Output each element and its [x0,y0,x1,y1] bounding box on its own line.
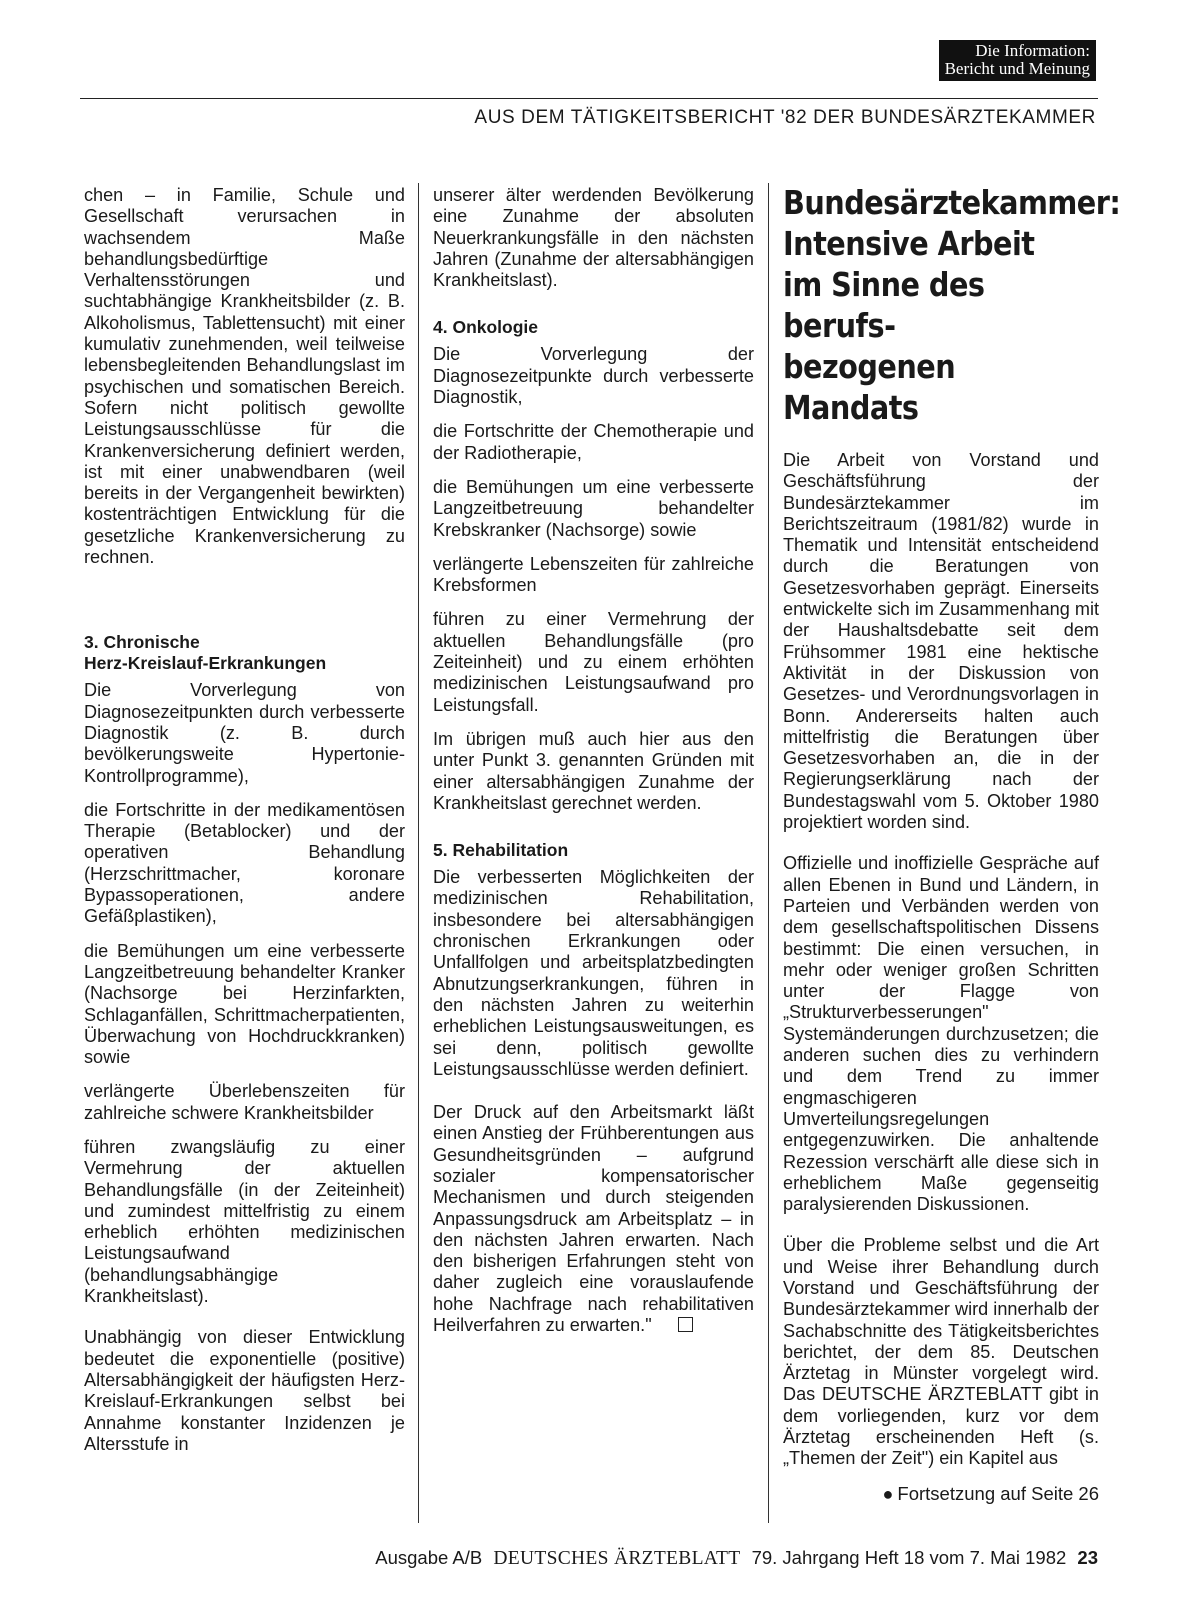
footer-issue: 79. Jahrgang Heft 18 vom 7. Mai 1982 [751,1547,1067,1568]
badge-line-1: Die Information: [975,41,1090,60]
column-2 [433,185,754,1349]
paragraph: führen zu einer Vermehrung der aktuellen Behandlungsfälle (pro Zeiteinheit) und zu einem erhöhten medizinischen Leistungsaufwand pro Leistungsfall. [433,609,754,715]
column-divider-1 [418,183,419,1523]
paragraph: chen – in Familie, Schule und Gesellschaft verursachen in wachsendem Maße behandlungsbedürftige Verhaltensstörungen und suchtabhängige Krankheitsbilder (z. B. Alkoholismus, Tablettensucht) mit einer kumulativ zunehmenden, weil teilweise lebensbegleitenden Behandlungslast im psychischen und somatischen Bereich. Sofern nicht politisch gewollte Leistungsausschlüsse für die Krankenversicherung definiert werden, ist mit einer unabwendbaren (weil bereits in der Vergangenheit bewirkten) kostenträchtigen Entwicklung für die gesetzliche Krankenversicherung zu rechnen. [84,185,405,568]
footer-magazine: DEUTSCHES ÄRZTEBLATT [493,1548,741,1569]
footer-edition: Ausgabe A/B [375,1547,483,1568]
subheading-oncology: 4. Onkologie [433,317,539,338]
paragraph: Im übrigen muß auch hier aus den unter Punkt 3. genannten Gründen mit einer altersabhängigen Zunahme der Krankheitslast gerechnet werden. [433,728,754,813]
paragraph: Die verbesserten Möglichkeiten der medizinischen Rehabilitation, insbesondere bei altersabhängigen chronischen Erkrankungen oder Unfallfolgen und arbeitsplatzbedingten Abnutzungserkrankungen, führen in den nächsten Jahren zu weiterhin erheblichen Leistungsausweitungen, es sei denn, politisch gewollte Leistungsausschlüsse werden definiert. [433,867,754,1079]
article-title: Bundesärztekammer: Intensive Arbeit im Sinne des berufs- bezogenen Mandats [783,183,1121,427]
header-rule [80,98,1098,99]
section-badge [939,40,1096,81]
subheading-rehabilitation: 5. Rehabilitation [433,840,569,861]
page-number: 23 [1077,1547,1098,1568]
paragraph: verlängerte Überlebenszeiten für zahlreiche schwere Krankheitsbilder [84,1081,405,1123]
paragraph: Die Arbeit von Vorstand und Geschäftsführung der Bundesärztekammer im Berichtszeitraum (1981/82) wurde in Thematik und Intensität entscheidend durch die Beratungen von Gesetzesvorhaben geprägt. Einerseits entwickelte sich im Zusammenhang mit der Haushaltsdebatte seit dem Frühsommer 1981 eine hektische Aktivität in der Diskussion von Gesetzes- und Verordnungsvorlagen in Bonn. Andererseits halten auch mittelfristig die Beratungen über Gesetzesvorhaben an, die in der Regierungserklärung nach der Bundestagswahl vom 5. Oktober 1980 projektiert worden sind. [783,450,1099,833]
section-heading: AUS DEM TÄTIGKEITSBERICHT '82 DER BUNDESÄRZTEKAMMER [474,107,1096,128]
column-divider-2 [768,183,769,1523]
subheading-chronic-cardiovascular: 3. Chronische Herz-Kreislauf-Erkrankungen [84,632,327,674]
paragraph: die Fortschritte der Chemotherapie und der Radiotherapie, [433,421,754,463]
page-footer [0,1547,1098,1570]
paragraph: Offizielle und inoffizielle Gespräche auf allen Ebenen in Bund und Ländern, in Parteien und Verbänden werden von dem gesellschaftspolitischen Dissens bestimmt: Die einen versuchen, in mehr oder weniger großen Schritten unter der Flagge von „Strukturverbesserungen" Systemänderungen durchzusetzen; die anderen suchen dies zu verhindern und dem Trend zu immer engmaschigeren Umverteilungsregelungen entgegenzuwirken. Die anhaltende Rezession verschärft alle diese sich in erheblichem Maße gegenseitig paralysierenden Diskussionen. [783,853,1099,1215]
paragraph: Der Druck auf den Arbeitsmarkt läßt einen Anstieg der Frühberentungen aus Gesundheitsgründen – aufgrund sozialer kompensatorischer Mechanismen und durch steigenden Anpassungsdruck am Arbeitsplatz – in den nächsten Jahren erwarten. Nach den bisherigen Erfahrungen steht von daher zugleich eine vorauslaufende hohe Nachfrage nach rehabilitativen Heilverfahren zu erwarten." [433,1102,754,1336]
paragraph: Die Vorverlegung der Diagnosezeitpunkte durch verbesserte Diagnostik, [433,344,754,408]
continuation-note: ● Fortsetzung auf Seite 26 [882,1482,1099,1504]
bullet-dot-icon: ● [882,1483,894,1504]
paragraph: Über die Probleme selbst und die Art und Weise ihrer Behandlung durch Vorstand und Geschäftsführung der Bundesärztekammer wird innerhalb der Sachabschnitte des Tätigkeitsberichtes berichtet, der dem 85. Deutschen Ärztetag in Münster vorgelegt wird. Das DEUTSCHE ÄRZTEBLATT gibt in dem vorliegenden, kurz vor dem Ärztetag erscheinenden Heft (s. „Themen der Zeit") ein Kapitel aus [783,1235,1099,1469]
column-1 [84,185,405,1468]
paragraph: die Bemühungen um eine verbesserte Langzeitbetreuung behandelter Kranker (Nachsorge bei Herzinfarkten, Schlaganfällen, Schrittmacherpatienten, Überwachung von Hochdruckkranken) sowie [84,940,405,1068]
column-3 [783,183,1121,1505]
paragraph: Unabhängig von dieser Entwicklung bedeutet die exponentielle (positive) Altersabhängigkeit der häufigsten Herz-Kreislauf-Erkrankungen selbst bei Annahme konstanter Inzidenzen je Altersstufe in [84,1327,405,1454]
paragraph: führen zwangsläufig zu einer Vermehrung der aktuellen Behandlungsfälle (in der Zeiteinheit) und zumindest mittelfristig zu einem erheblich erhöhten medizinischen Leistungsaufwand (behandlungsabhängige Krankheitslast). [84,1136,405,1307]
paragraph: unserer älter werdenden Bevölkerung eine Zunahme der absoluten Neuerkrankungsfälle in den nächsten Jahren (Zunahme der altersabhängigen Krankheitslast). [433,185,754,291]
paragraph: die Fortschritte in der medikamentösen Therapie (Betablocker) und der operativen Behandlung (Herzschrittmacher, koronare Bypassoperationen, andere Gefäßplastiken), [84,799,405,927]
paragraph: Die Vorverlegung von Diagnosezeitpunkten durch verbesserte Diagnostik (z. B. durch bevölkerungsweite Hypertonie-Kontrollprogramme), [84,680,405,786]
paragraph: verlängerte Lebenszeiten für zahlreiche Krebsformen [433,553,754,596]
end-of-article-box-icon [678,1317,693,1332]
badge-line-2: Bericht und Meinung [944,59,1090,78]
paragraph: die Bemühungen um eine verbesserte Langzeitbetreuung behandelter Krebskranker (Nachsorge) sowie [433,476,754,540]
